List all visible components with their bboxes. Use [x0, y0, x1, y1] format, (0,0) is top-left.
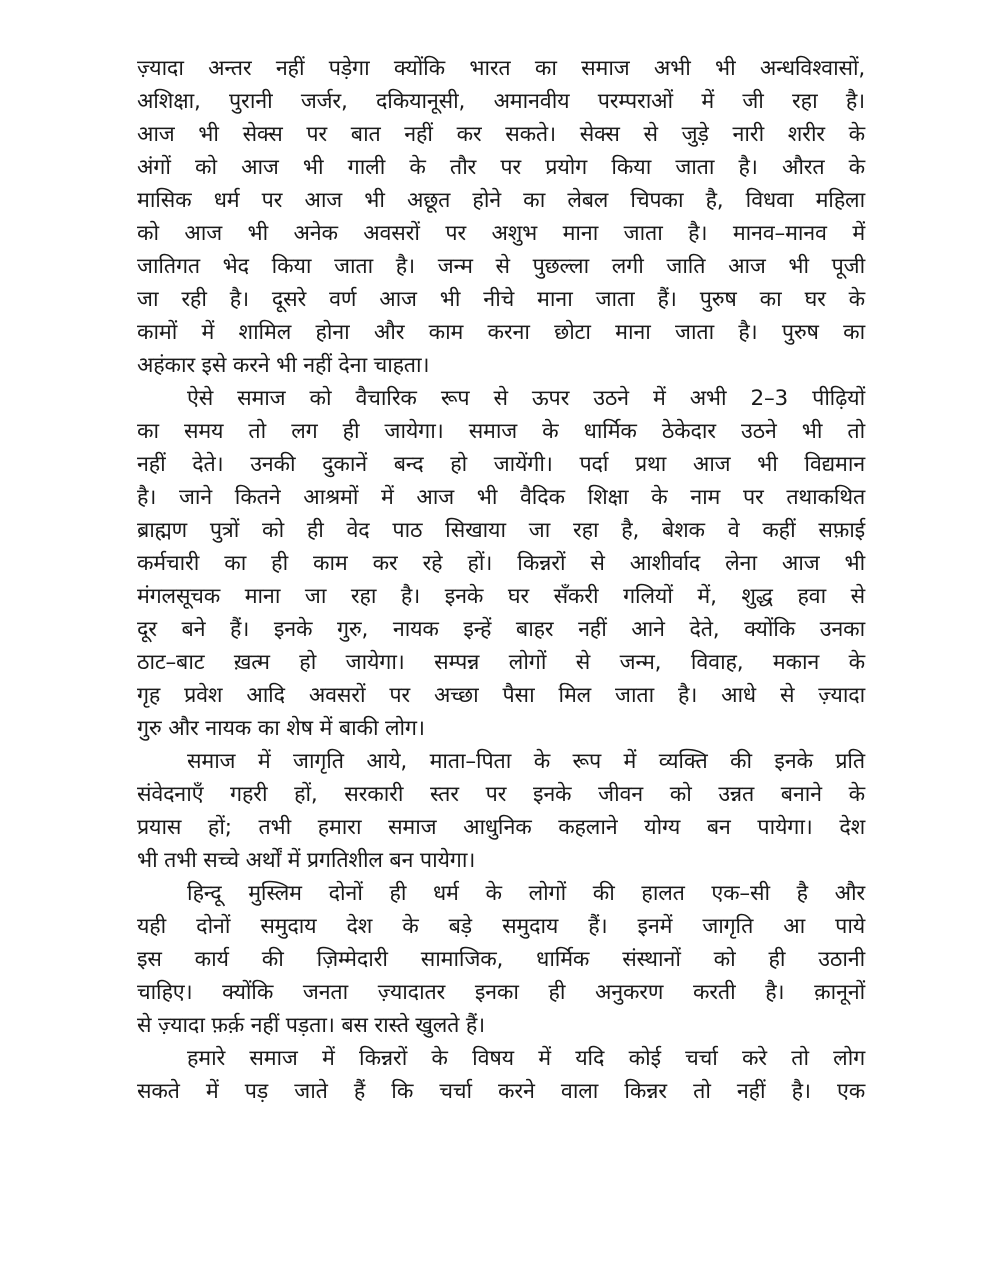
text-line: जातिगत भेद किया जाता है। जन्म से पुछल्ला लगी जाति आज भी पूजी	[137, 254, 865, 279]
text-line: ब्राह्मण पुत्रों को ही वेद पाठ सिखाया जा रहा है, बेशक वे कहीं सफ़ाई	[137, 518, 865, 543]
text-line: संवेदनाएँ गहरी हों, सरकारी स्तर पर इनके जीवन को उन्नत बनाने के	[137, 782, 865, 807]
text-line: मासिक धर्म पर आज भी अछूत होने का लेबल चिपका है, विधवा महिला	[137, 188, 865, 213]
text-line: कर्मचारी का ही काम कर रहे हों। किन्नरों से आशीर्वाद लेना आज भी	[137, 551, 865, 576]
text-line: गृह प्रवेश आदि अवसरों पर अच्छा पैसा मिल जाता है। आधे से ज़्यादा	[137, 683, 865, 708]
paragraph	[137, 877, 865, 1042]
text-line: चाहिए। क्योंकि जनता ज़्यादातर इनका ही अनुकरण करती है। क़ानूनों	[137, 980, 865, 1005]
paragraph	[137, 52, 865, 382]
text-line: गुरु और नायक का शेष में बाकी लोग।	[137, 716, 425, 741]
text-line: से ज़्यादा फ़र्क़ नहीं पड़ता। बस रास्ते खुलते हैं।	[137, 1013, 485, 1038]
text-line: यही दोनों समुदाय देश के बड़े समुदाय हैं। इनमें जागृति आ पाये	[137, 914, 865, 939]
text-line: सकते में पड़ जाते हैं कि चर्चा करने वाला किन्नर तो नहीं है। एक	[137, 1079, 865, 1104]
text-line: को आज भी अनेक अवसरों पर अशुभ माना जाता है। मानव–मानव में	[137, 221, 865, 246]
text-line: है। जाने कितने आश्रमों में आज भी वैदिक शिक्षा के नाम पर तथाकथित	[137, 485, 865, 510]
text-line: प्रयास हों; तभी हमारा समाज आधुनिक कहलाने योग्य बन पायेगा। देश	[137, 815, 865, 840]
text-line: अशिक्षा, पुरानी जर्जर, दकियानूसी, अमानवीय परम्पराओं में जी रहा है।	[137, 89, 865, 114]
text-line: ऐसे समाज को वैचारिक रूप से ऊपर उठने में अभी 2–3 पीढ़ियों	[187, 386, 865, 411]
paragraph	[137, 382, 865, 745]
text-line: नहीं देते। उनकी दुकानें बन्द हो जायेंगी। पर्दा प्रथा आज भी विद्यमान	[137, 452, 865, 477]
text-line: ठाट–बाट ख़त्म हो जायेगा। सम्पन्न लोगों से जन्म, विवाह, मकान के	[137, 650, 865, 675]
text-line: हमारे समाज में किन्नरों के विषय में यदि कोई चर्चा करे तो लोग	[187, 1046, 865, 1071]
text-line: जा रही है। दूसरे वर्ण आज भी नीचे माना जाता हैं। पुरुष का घर के	[137, 287, 865, 312]
text-line: इस कार्य की ज़िम्मेदारी सामाजिक, धार्मिक संस्थानों को ही उठानी	[137, 947, 865, 972]
paragraph	[137, 745, 865, 877]
text-line: ज़्यादा अन्तर नहीं पड़ेगा क्योंकि भारत का समाज अभी भी अन्धविश्वासों,	[137, 56, 865, 81]
text-line: भी तभी सच्चे अर्थों में प्रगतिशील बन पायेगा।	[137, 848, 476, 873]
text-line: हिन्दू मुस्लिम दोनों ही धर्म के लोगों की हालत एक–सी है और	[187, 881, 865, 906]
text-line: समाज में जागृति आये, माता–पिता के रूप में व्यक्ति की इनके प्रति	[187, 749, 865, 774]
text-line: का समय तो लग ही जायेगा। समाज के धार्मिक ठेकेदार उठने भी तो	[137, 419, 865, 444]
text-line: अंगों को आज भी गाली के तौर पर प्रयोग किया जाता है। औरत के	[137, 155, 865, 180]
text-line: आज भी सेक्स पर बात नहीं कर सकते। सेक्स से जुड़े नारी शरीर के	[137, 122, 865, 147]
text-line: अहंकार इसे करने भी नहीं देना चाहता।	[137, 353, 430, 378]
text-line: मंगलसूचक माना जा रहा है। इनके घर सँकरी गलियों में, शुद्ध हवा से	[137, 584, 865, 609]
document-page	[137, 52, 865, 1108]
text-line: दूर बने हैं। इनके गुरु, नायक इन्हें बाहर नहीं आने देते, क्योंकि उनका	[137, 617, 865, 642]
text-line: कामों में शामिल होना और काम करना छोटा माना जाता है। पुरुष का	[137, 320, 865, 345]
paragraph	[137, 1042, 865, 1108]
